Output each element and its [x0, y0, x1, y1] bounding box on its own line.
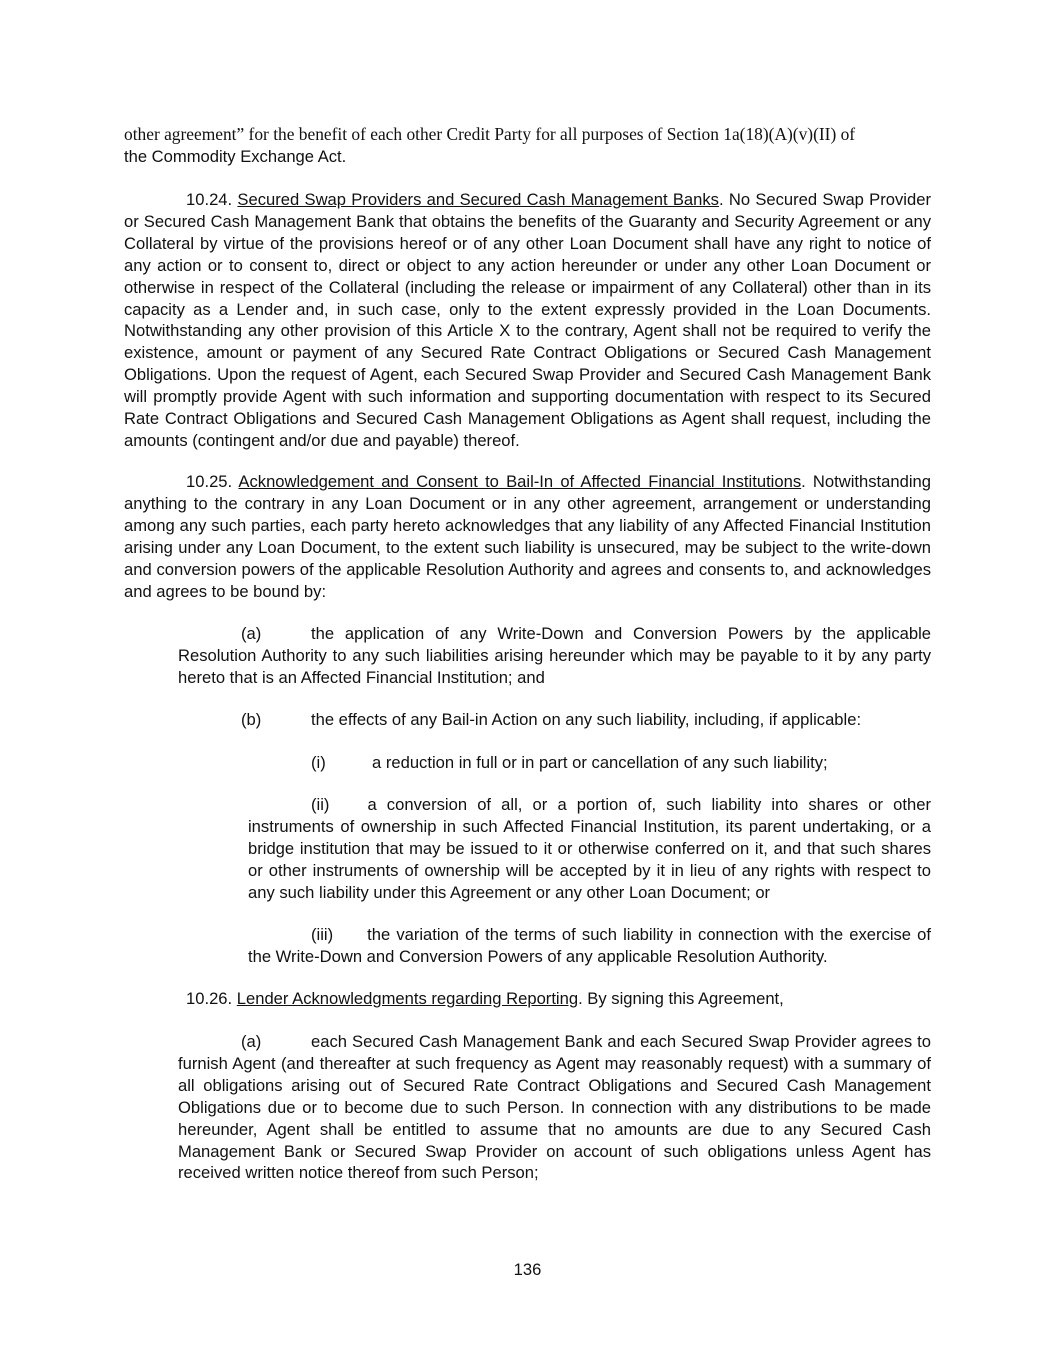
section-10-25-clause-b: [0, 709, 1055, 731]
section-10-24-heading: Secured Swap Providers and Secured Cash Management Banks: [237, 190, 719, 209]
section-10-26-number: 10.26.: [186, 989, 233, 1008]
clause-a-text: the application of any Write-Down and Conversion Powers by the applicable Resolution Authority to any such liabilities arising hereunder which may be payable to it by any party hereto that is an Affected Financial Institution; and: [178, 624, 931, 687]
clause-ii-label: (ii): [311, 795, 330, 814]
clause-10-26-a-label: (a): [241, 1032, 262, 1051]
section-10-25-clause-ii: [248, 794, 931, 904]
section-10-25-clause-iii: [248, 924, 931, 968]
section-10-25-clause-i: [0, 752, 1055, 774]
page-number: 136: [513, 1260, 542, 1279]
clause-b-text: the effects of any Bail-in Action on any such liability, including, if applicable:: [311, 710, 862, 729]
section-10-25-clause-a: [178, 623, 931, 689]
section-10-24: [124, 189, 931, 452]
intro-line-1: other agreement” for the benefit of each other Credit Party for all purposes of Section 1a(18)(A)(v)(II) of: [124, 124, 856, 144]
clause-10-26-a-text: each Secured Cash Management Bank and each Secured Swap Provider agrees to furnish Agent (and thereafter at such frequency as Agent may reasonably request) with a summary of all obligations arising out of Secured Rate Contract Obligations and Secured Cash Management Obligations due or to become due to such Person. In connection with any distributions to be made hereunder, Agent shall be entitled to assume that no amounts are due to any Secured Cash Management Bank or Secured Swap Provider on account of such obligations unless Agent has received written notice thereof from such Person;: [178, 1032, 931, 1183]
section-10-24-body: . No Secured Swap Provider or Secured Cash Management Bank that obtains the benefits of the Guaranty and Security Agreement or any Collateral by virtue of the provisions hereof or of any other Loan Document shall have any right to notice of any action or to consent to, direct or object to any action hereunder or under any other Loan Document or otherwise in respect of the Collateral (including the release or impairment of any Collateral) other than in its capacity as a Lender and, in such case, only to the extent expressly provided in the Loan Documents. Notwithstanding any other provision of this Article X to the contrary, Agent shall not be required to verify the existence, amount or payment of any Secured Rate Contract Obligations or Secured Cash Management Obligations. Upon the request of Agent, each Secured Swap Provider and Secured Cash Management Bank will promptly provide Agent with such information and supporting documentation with respect to its Secured Rate Contract Obligations and Secured Cash Management Obligations as Agent shall request, including the amounts (contingent and/or due and payable) thereof.: [124, 190, 931, 450]
section-10-26-heading: Lender Acknowledgments regarding Reporting: [236, 989, 579, 1008]
section-10-26: [124, 988, 931, 1010]
clause-iii-label: (iii): [311, 925, 334, 944]
section-10-26-clause-a: [178, 1031, 931, 1184]
section-10-24-number: 10.24.: [186, 190, 233, 209]
intro-paragraph: [124, 124, 931, 168]
intro-line-2: the Commodity Exchange Act.: [124, 146, 347, 166]
clause-iii-text: the variation of the terms of such liability in connection with the exercise of the Write-Down and Conversion Powers of any applicable Resolution Authority.: [248, 925, 931, 966]
clause-b-label: (b): [241, 710, 262, 729]
clause-i-label: (i): [311, 753, 326, 772]
clause-a-label: (a): [241, 624, 262, 643]
clause-i-text: a reduction in full or in part or cancellation of any such liability;: [372, 753, 828, 772]
section-10-26-body: . By signing this Agreement,: [578, 989, 784, 1008]
section-10-25-heading: Acknowledgement and Consent to Bail-In of Affected Financial Institutions: [238, 472, 802, 491]
section-10-25-body: . Notwithstanding anything to the contrary in any Loan Document or in any other agreement, arrangement or understanding among any such parties, each party hereto acknowledges that any liability of any Affected Financial Institution arising under any Loan Document, to the extent such liability is unsecured, may be subject to the write-down and conversion powers of the applicable Resolution Authority and agrees and consents to, and acknowledges and agrees to be bound by:: [124, 472, 931, 601]
clause-ii-text: a conversion of all, or a portion of, such liability into shares or other instruments of ownership in such Affected Financial Institution, its parent undertaking, or a bridge institution that may be issued to it or otherwise conferred on it, and that such shares or other instruments of ownership will be accepted by it in lieu of any rights with respect to any such liability under this Agreement or any other Loan Document; or: [248, 795, 931, 902]
section-10-25-number: 10.25.: [186, 472, 233, 491]
section-10-25: [124, 471, 931, 602]
